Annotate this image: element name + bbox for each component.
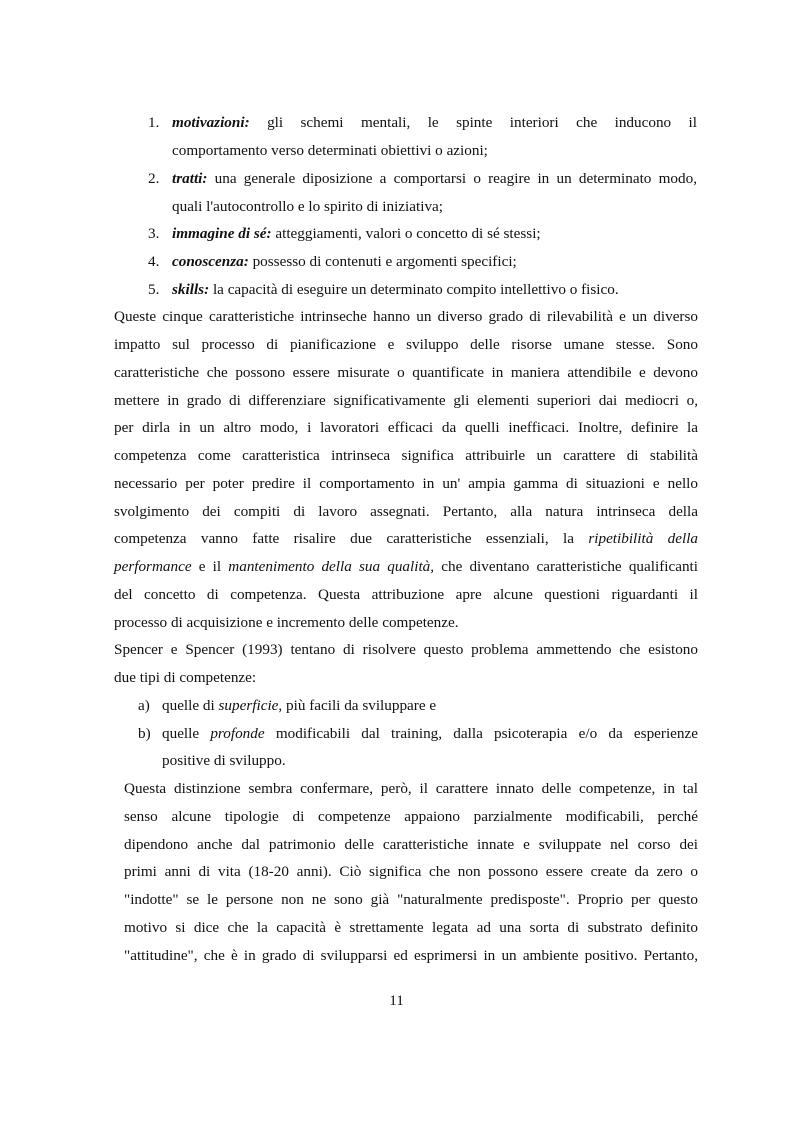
page-number: 11 xyxy=(389,992,404,1009)
list-text: modificabili dal training, dalla psicoterapia e/o da esperienze xyxy=(275,725,698,742)
list-number: 5. xyxy=(148,281,160,298)
list-text: una generale diposizione a comportarsi o reagire in un determinato modo, xyxy=(214,170,697,187)
emphasis-text: performance xyxy=(114,558,192,575)
emphasis-text: ripetibilità della xyxy=(588,530,699,547)
list-item-line xyxy=(172,251,697,273)
list-text: possesso di contenuti e argomenti specifici; xyxy=(252,253,517,270)
list-item-line xyxy=(172,223,697,245)
list-item-line: positive di sviluppo. xyxy=(162,752,286,769)
list-item-line xyxy=(172,168,697,190)
list-text: , più facili da sviluppare e xyxy=(278,697,437,714)
paragraph-line xyxy=(114,556,698,578)
paragraph-text: che diventano caratteristiche qualificanti xyxy=(441,558,698,575)
paragraph-line: dipendono anche dal patrimonio delle caratteristiche innate e sviluppate nel corso dei xyxy=(124,836,698,853)
list-number: 1. xyxy=(148,114,160,131)
paragraph-line: per dirla in un altro modo, i lavoratori efficaci da quelli inefficaci. Inoltre, definire la xyxy=(114,419,698,436)
paragraph-line: motivo si dice che la capacità è strettamente legata ad una sorta di substrato definito xyxy=(124,919,698,936)
list-text: la capacità di eseguire un determinato compito intellettivo o fisico. xyxy=(212,281,619,298)
list-number: 2. xyxy=(148,170,160,187)
paragraph-line: due tipi di competenze: xyxy=(114,669,257,686)
paragraph-line: primi anni di vita (18-20 anni). Ciò significa che non possono essere create da zero o xyxy=(124,863,698,880)
list-number: 3. xyxy=(148,225,160,242)
paragraph-line: caratteristiche che possono essere misurate o quantificate in maniera attendibile e devono xyxy=(114,364,698,381)
paragraph-line: processo di acquisizione e incremento delle competenze. xyxy=(114,614,459,631)
list-item-line xyxy=(172,112,697,134)
list-number: 4. xyxy=(148,253,160,270)
paragraph-text: e il xyxy=(198,558,222,575)
emphasis-text: mantenimento della sua qualità, xyxy=(228,558,435,575)
paragraph-line: Questa distinzione sembra confermare, però, il carattere innato delle competenze, in tal xyxy=(124,780,698,797)
list-letter: b) xyxy=(138,725,151,742)
list-term: motivazioni: xyxy=(172,114,250,131)
paragraph-text: competenza vanno fatte risalire due caratteristiche essenziali, la xyxy=(114,530,574,547)
list-item-line xyxy=(162,695,698,717)
list-term: skills: xyxy=(172,281,210,298)
list-text: atteggiamenti, valori o concetto di sé stessi; xyxy=(275,225,541,242)
paragraph-line: competenza come caratteristica intrinseca significa attribuirle un carattere di stabilità xyxy=(114,447,698,464)
paragraph-line: "indotte" se le persone non ne sono già "naturalmente predisposte". Proprio per questo xyxy=(124,891,698,908)
paragraph-line: mettere in grado di differenziare significativamente gli elementi superiori dai mediocri o, xyxy=(114,392,698,409)
emphasis-text: superficie xyxy=(218,697,279,714)
paragraph-line: del concetto di competenza. Questa attribuzione apre alcune questioni riguardanti il xyxy=(114,586,698,603)
paragraph-line: impatto sul processo di pianificazione e sviluppo delle risorse umane stesse. Sono xyxy=(114,336,698,353)
paragraph-line: "attitudine", che è in grado di svilupparsi ed esprimersi in un ambiente positivo. Pertanto, xyxy=(124,947,698,964)
list-term: immagine di sé: xyxy=(172,225,272,242)
paragraph-line: svolgimento dei compiti di lavoro assegnati. Pertanto, alla natura intrinseca della xyxy=(114,503,698,520)
paragraph-line: Spencer e Spencer (1993) tentano di risolvere questo problema ammettendo che esistono xyxy=(114,641,698,658)
list-item-line: quali l'autocontrollo e lo spirito di iniziativa; xyxy=(172,198,443,215)
list-text: quelle di xyxy=(162,697,215,714)
paragraph-line: necessario per poter predire il comportamento in un' ampia gamma di situazioni e nello xyxy=(114,475,698,492)
list-item-line: comportamento verso determinati obiettivi o azioni; xyxy=(172,142,488,159)
list-letter: a) xyxy=(138,697,150,714)
list-term: tratti: xyxy=(172,170,208,187)
paragraph-line: senso alcune tipologie di competenze appaiono parzialmente modificabili, perché xyxy=(124,808,698,825)
emphasis-text: profonde xyxy=(210,725,265,742)
paragraph-line: Queste cinque caratteristiche intrinseche hanno un diverso grado di rilevabilità e un diverso xyxy=(114,308,698,325)
list-term: conoscenza: xyxy=(172,253,249,270)
paragraph-line xyxy=(114,528,698,550)
list-text: quelle xyxy=(162,725,200,742)
list-item-line xyxy=(162,723,698,745)
list-text: gli schemi mentali, le spinte interiori che inducono il xyxy=(267,114,697,131)
list-item-line xyxy=(172,279,697,301)
